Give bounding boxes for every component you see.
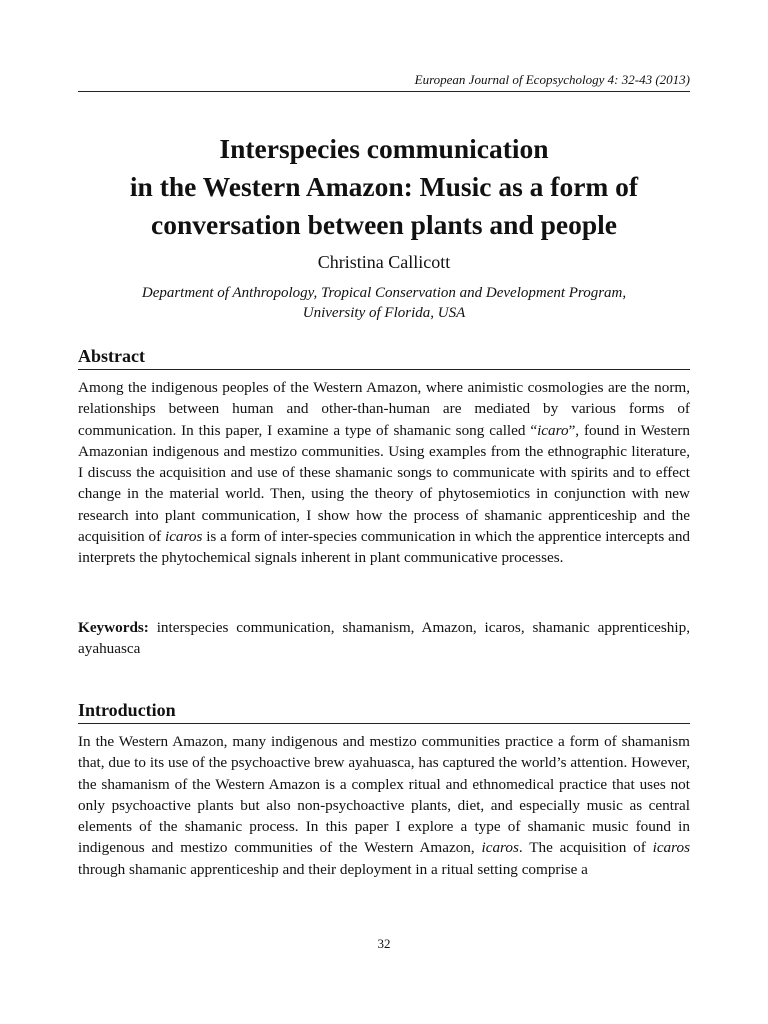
affiliation-line: Department of Anthropology, Tropical Conservation and Development Program, xyxy=(141,285,627,301)
keywords-list: interspecies communication, shamanism, Amazon, icaros, shamanic apprenticeship, ayahuasca xyxy=(78,619,690,658)
introduction-paragraph xyxy=(78,731,690,880)
abstract-term: icaro xyxy=(537,421,569,439)
article-title xyxy=(60,130,708,244)
intro-term: icaros xyxy=(652,839,690,857)
running-header: European Journal of Ecopsychology 4: 32-43 (2013) xyxy=(78,72,690,92)
title-line: in the Western Amazon: Music as a form of xyxy=(129,171,639,202)
author-affiliation xyxy=(78,283,690,323)
intro-text-segment: . The acquisition of xyxy=(518,839,653,857)
keywords-label: Keywords: xyxy=(78,619,149,636)
intro-text-segment: through shamanic apprenticeship and their deployment in a ritual setting comprise a xyxy=(78,860,588,878)
abstract-text-segment: ”, found in Western Amazonian indigenous and mestizo communities. Using examples from the ethnographic literature, I discuss the acquisition and use of these shamanic songs to communicate with spirits and to effect change in the material world. Then, using the theory of phytosemiotics in conjunction with new research into plant communication, I show how the process of shamanic apprenticeship and the acquisition of xyxy=(78,421,690,546)
abstract-term: icaros xyxy=(164,528,203,546)
title-line: conversation between plants and people xyxy=(151,209,617,240)
keywords-paragraph xyxy=(78,617,690,660)
affiliation-line: University of Florida, USA xyxy=(302,305,466,321)
page-number: 32 xyxy=(377,936,391,951)
introduction-heading: Introduction xyxy=(78,699,690,724)
intro-text-segment: In the Western Amazon, many indigenous and mestizo communities practice a form of shamanism that, due to its use of the psychoactive brew ayahuasca, has captured the world’s attention. However, the shamanism of the Western Amazon is a complex ritual and ethnomedical practice that uses not only psychoactive plants but also non-psychoactive plants, diet, and especially music as central elements of the shamanic process. In this paper I explore a type of shamanic music found in indigenous and mestizo communities of the Western Amazon, xyxy=(78,733,690,857)
abstract-text-segment: is a form of inter-species communication in which the apprentice intercepts and interprets the phytochemical signals inherent in plant communicative processes. xyxy=(78,528,691,567)
abstract-heading: Abstract xyxy=(78,345,690,370)
intro-term: icaros xyxy=(481,839,519,857)
abstract-text-segment: Among the indigenous peoples of the Western Amazon, where animistic cosmologies are the norm, relationships between human and other-than-human are mediated by various forms of communication. In this paper, I examine a type of shamanic song called “ xyxy=(78,379,690,439)
author-name: Christina Callicott xyxy=(317,252,451,272)
abstract-paragraph xyxy=(78,377,690,569)
title-line: Interspecies communication xyxy=(219,133,549,164)
